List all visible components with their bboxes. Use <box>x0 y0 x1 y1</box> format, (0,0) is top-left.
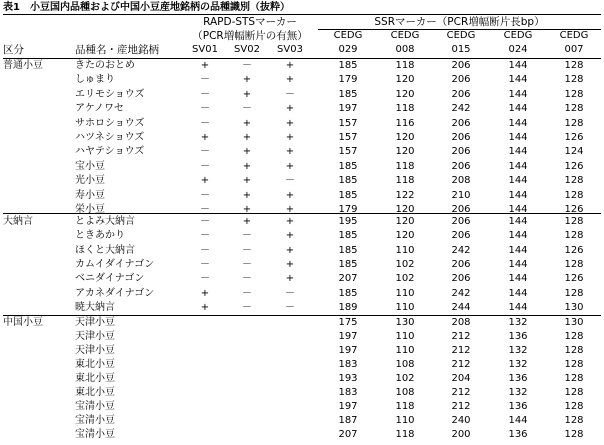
ssr-marker-header: 024 <box>508 44 528 55</box>
ssr-marker-header: 015 <box>451 44 471 55</box>
rapd-value: － <box>242 103 252 114</box>
rapd-value: － <box>242 60 252 71</box>
ssr-value: 118 <box>395 161 415 172</box>
rapd-value: － <box>242 230 252 241</box>
rapd-value: + <box>285 60 295 71</box>
rapd-marker-header: SV03 <box>277 44 303 55</box>
group-label: 普通小豆 <box>3 60 43 71</box>
ssr-value: 179 <box>338 204 358 215</box>
ssr-value: 130 <box>564 317 584 328</box>
variety-name: 宝清小豆 <box>75 415 115 426</box>
ssr-value: 144 <box>508 175 528 186</box>
ssr-value: 132 <box>508 345 528 356</box>
rapd-value: + <box>285 259 295 270</box>
ssr-marker-prefix: CEDG <box>390 30 420 41</box>
ssr-value: 206 <box>451 60 471 71</box>
ssr-value: 144 <box>508 273 528 284</box>
ssr-value: 128 <box>564 288 584 299</box>
variety-column-header: 品種名・産地銘柄 <box>75 44 159 56</box>
ssr-value: 128 <box>564 118 584 129</box>
rapd-value: + <box>200 132 210 143</box>
variety-name: 宝小豆 <box>75 161 105 172</box>
ssr-value: 185 <box>338 175 358 186</box>
rapd-value: － <box>285 288 295 299</box>
rapd-header-subtitle: （PCR増幅断片の有無） <box>192 30 308 42</box>
ssr-value: 212 <box>451 401 471 412</box>
variety-name: 東北小豆 <box>75 359 115 370</box>
rapd-value: + <box>242 132 252 143</box>
ssr-value: 120 <box>395 204 415 215</box>
variety-name: アケノワセ <box>75 103 124 114</box>
ssr-value: 128 <box>564 216 584 227</box>
ssr-value: 195 <box>338 216 358 227</box>
variety-name: 栄小豆 <box>75 204 105 215</box>
ssr-value: 128 <box>564 373 584 384</box>
ssr-value: 185 <box>338 89 358 100</box>
rapd-value: － <box>285 89 295 100</box>
rapd-value: － <box>200 216 210 227</box>
variety-name: 光小豆 <box>75 175 105 186</box>
ssr-value: 118 <box>395 175 415 186</box>
ssr-value: 242 <box>451 288 471 299</box>
ssr-value: 126 <box>564 161 584 172</box>
ssr-marker-header: 008 <box>395 44 415 55</box>
ssr-value: 240 <box>451 415 471 426</box>
ssr-value: 206 <box>451 74 471 85</box>
ssr-value: 144 <box>508 103 528 114</box>
ssr-value: 136 <box>508 429 528 440</box>
rapd-value: + <box>242 216 252 227</box>
ssr-value: 144 <box>508 302 528 313</box>
ssr-value: 144 <box>508 288 528 299</box>
rapd-value: － <box>200 161 210 172</box>
ssr-value: 126 <box>564 245 584 256</box>
rapd-value: － <box>200 245 210 256</box>
ssr-value: 189 <box>338 302 358 313</box>
variety-name: 宝清小豆 <box>75 401 115 412</box>
ssr-value: 144 <box>508 190 528 201</box>
ssr-value: 157 <box>338 146 358 157</box>
rapd-marker-header: SV02 <box>234 44 260 55</box>
variety-name: 東北小豆 <box>75 387 115 398</box>
ssr-value: 244 <box>451 302 471 313</box>
ssr-value: 124 <box>564 146 584 157</box>
rapd-value: － <box>200 190 210 201</box>
ssr-value: 102 <box>395 273 415 284</box>
ssr-value: 197 <box>338 345 358 356</box>
ssr-value: 128 <box>564 190 584 201</box>
ssr-value: 102 <box>395 373 415 384</box>
ssr-value: 108 <box>395 387 415 398</box>
ssr-value: 128 <box>564 103 584 114</box>
ssr-value: 183 <box>338 387 358 398</box>
ssr-value: 102 <box>395 259 415 270</box>
ssr-value: 208 <box>451 317 471 328</box>
ssr-value: 206 <box>451 230 471 241</box>
rapd-value: + <box>200 60 210 71</box>
ssr-value: 193 <box>338 373 358 384</box>
variety-name: 天津小豆 <box>75 345 115 356</box>
rapd-value: + <box>285 146 295 157</box>
variety-name: サホロショウズ <box>75 118 145 129</box>
ssr-value: 126 <box>564 204 584 215</box>
rapd-value: － <box>200 103 210 114</box>
ssr-value: 128 <box>564 74 584 85</box>
ssr-value: 185 <box>338 60 358 71</box>
ssr-value: 128 <box>564 89 584 100</box>
ssr-value: 120 <box>395 230 415 241</box>
rapd-value: + <box>285 204 295 215</box>
ssr-header-title: SSRマーカー（PCR増幅断片長bp） <box>374 16 545 28</box>
ssr-value: 187 <box>338 415 358 426</box>
ssr-value: 206 <box>451 146 471 157</box>
rapd-value: + <box>200 302 210 313</box>
ssr-value: 126 <box>564 132 584 143</box>
rapd-value: + <box>242 204 252 215</box>
ssr-value: 206 <box>451 89 471 100</box>
rapd-value: － <box>200 89 210 100</box>
rapd-value: + <box>285 245 295 256</box>
ssr-value: 185 <box>338 259 358 270</box>
ssr-value: 110 <box>395 245 415 256</box>
table-title: 表1 小豆国内品種および中国小豆産地銘柄の品種識別（抜粋） <box>3 2 290 13</box>
ssr-value: 144 <box>508 161 528 172</box>
ssr-value: 110 <box>395 302 415 313</box>
rapd-value: + <box>285 132 295 143</box>
rapd-value: + <box>242 74 252 85</box>
ssr-value: 128 <box>564 401 584 412</box>
ssr-value: 128 <box>564 345 584 356</box>
ssr-value: 118 <box>395 60 415 71</box>
variety-name: ベニダイナゴン <box>75 273 145 284</box>
rapd-value: － <box>200 74 210 85</box>
ssr-value: 200 <box>451 429 471 440</box>
ssr-value: 144 <box>508 132 528 143</box>
ssr-value: 212 <box>451 345 471 356</box>
ssr-value: 185 <box>338 288 358 299</box>
ssr-value: 212 <box>451 331 471 342</box>
ssr-value: 197 <box>338 331 358 342</box>
variety-name: 宝清小豆 <box>75 429 115 440</box>
ssr-value: 120 <box>395 146 415 157</box>
ssr-value: 128 <box>564 60 584 71</box>
ssr-marker-prefix: CEDG <box>446 30 476 41</box>
ssr-value: 204 <box>451 373 471 384</box>
variety-name: 東北小豆 <box>75 373 115 384</box>
group-divider-2 <box>3 315 601 316</box>
top-rule <box>3 14 601 15</box>
ssr-value: 122 <box>395 190 415 201</box>
rapd-value: + <box>285 216 295 227</box>
variety-name: カムイダイナゴン <box>75 259 155 270</box>
ssr-value: 144 <box>508 259 528 270</box>
ssr-value: 207 <box>338 429 358 440</box>
rapd-value: + <box>242 118 252 129</box>
ssr-value: 118 <box>395 401 415 412</box>
rapd-header-title: RAPD-STSマーカー <box>203 16 297 28</box>
ssr-value: 118 <box>395 103 415 114</box>
ssr-value: 130 <box>564 302 584 313</box>
ssr-value: 128 <box>564 387 584 398</box>
variety-name: ほくと大納言 <box>75 245 135 256</box>
variety-name: 寿小豆 <box>75 190 105 201</box>
rapd-value: － <box>200 204 210 215</box>
rapd-value: － <box>242 288 252 299</box>
variety-name: ときあかり <box>75 230 125 241</box>
ssr-value: 212 <box>451 387 471 398</box>
rapd-value: － <box>242 302 252 313</box>
ssr-value: 185 <box>338 245 358 256</box>
variety-name: エリモショウズ <box>75 89 145 100</box>
rapd-value: + <box>285 230 295 241</box>
rapd-value: + <box>242 190 252 201</box>
ssr-value: 110 <box>395 288 415 299</box>
ssr-value: 120 <box>395 216 415 227</box>
rapd-value: + <box>285 161 295 172</box>
rapd-value: + <box>285 74 295 85</box>
ssr-value: 207 <box>338 273 358 284</box>
ssr-marker-prefix: CEDG <box>503 30 533 41</box>
ssr-value: 118 <box>395 429 415 440</box>
rapd-value: － <box>285 175 295 186</box>
group-column-header: 区分 <box>3 44 24 56</box>
ssr-marker-header: 029 <box>338 44 358 55</box>
ssr-value: 185 <box>338 230 358 241</box>
ssr-value: 144 <box>508 216 528 227</box>
ssr-value: 185 <box>338 190 358 201</box>
rapd-marker-header: SV01 <box>192 44 218 55</box>
group-label: 中国小豆 <box>3 317 43 328</box>
ssr-value: 128 <box>564 415 584 426</box>
ssr-value: 128 <box>564 259 584 270</box>
rapd-value: + <box>285 103 295 114</box>
header-bottom-rule <box>3 58 601 59</box>
rapd-value: － <box>200 230 210 241</box>
ssr-value: 136 <box>508 373 528 384</box>
ssr-value: 128 <box>564 429 584 440</box>
ssr-value: 206 <box>451 216 471 227</box>
ssr-value: 206 <box>451 204 471 215</box>
variety-name: とよみ大納言 <box>75 216 135 227</box>
ssr-value: 175 <box>338 317 358 328</box>
variety-name: 暁大納言 <box>75 302 115 313</box>
ssr-value: 157 <box>338 132 358 143</box>
ssr-value: 208 <box>451 175 471 186</box>
ssr-value: 108 <box>395 359 415 370</box>
rapd-value: + <box>200 175 210 186</box>
rapd-value: － <box>200 118 210 129</box>
rapd-value: － <box>242 245 252 256</box>
ssr-value: 144 <box>508 74 528 85</box>
rapd-value: + <box>200 288 210 299</box>
ssr-value: 179 <box>338 74 358 85</box>
ssr-value: 126 <box>564 273 584 284</box>
ssr-value: 144 <box>508 146 528 157</box>
ssr-value: 130 <box>395 317 415 328</box>
ssr-value: 144 <box>508 118 528 129</box>
ssr-value: 206 <box>451 118 471 129</box>
rapd-value: － <box>242 259 252 270</box>
rapd-value: + <box>242 161 252 172</box>
variety-name: 天津小豆 <box>75 331 115 342</box>
ssr-value: 120 <box>395 132 415 143</box>
rapd-value: + <box>242 146 252 157</box>
rapd-value: + <box>285 190 295 201</box>
ssr-value: 185 <box>338 161 358 172</box>
variety-name: きたのおとめ <box>75 60 135 71</box>
ssr-value: 206 <box>451 132 471 143</box>
ssr-value: 110 <box>395 345 415 356</box>
ssr-marker-prefix: CEDG <box>559 30 589 41</box>
ssr-value: 132 <box>508 359 528 370</box>
ssr-value: 210 <box>451 190 471 201</box>
ssr-value: 157 <box>338 118 358 129</box>
rapd-value: + <box>285 273 295 284</box>
ssr-value: 206 <box>451 161 471 172</box>
ssr-value: 132 <box>508 317 528 328</box>
rapd-value: + <box>242 89 252 100</box>
rapd-value: － <box>200 273 210 284</box>
rapd-value: － <box>242 273 252 284</box>
ssr-value: 132 <box>508 387 528 398</box>
variety-name: 天津小豆 <box>75 317 115 328</box>
ssr-marker-prefix: CEDG <box>333 30 363 41</box>
rapd-value: － <box>200 259 210 270</box>
ssr-value: 144 <box>508 89 528 100</box>
rapd-value: + <box>242 175 252 186</box>
ssr-value: 120 <box>395 74 415 85</box>
ssr-value: 144 <box>508 415 528 426</box>
ssr-value: 120 <box>395 89 415 100</box>
ssr-value: 183 <box>338 359 358 370</box>
ssr-value: 136 <box>508 401 528 412</box>
ssr-marker-header: 007 <box>564 44 584 55</box>
ssr-value: 136 <box>508 331 528 342</box>
ssr-value: 128 <box>564 175 584 186</box>
variety-name: ハツネショウズ <box>75 132 145 143</box>
variety-name: アカネダイナゴン <box>75 288 155 299</box>
ssr-value: 128 <box>564 359 584 370</box>
variety-name: ハヤテショウズ <box>75 146 145 157</box>
rapd-value: + <box>285 118 295 129</box>
ssr-value: 206 <box>451 259 471 270</box>
ssr-value: 144 <box>508 204 528 215</box>
ssr-value: 128 <box>564 230 584 241</box>
rapd-value: － <box>285 302 295 313</box>
variety-name: しゅまり <box>75 74 115 85</box>
ssr-value: 110 <box>395 415 415 426</box>
ssr-value: 242 <box>451 245 471 256</box>
ssr-value: 212 <box>451 359 471 370</box>
ssr-value: 144 <box>508 245 528 256</box>
ssr-value: 116 <box>395 118 415 129</box>
ssr-value: 206 <box>451 273 471 284</box>
ssr-value: 197 <box>338 103 358 114</box>
ssr-value: 128 <box>564 331 584 342</box>
ssr-value: 197 <box>338 401 358 412</box>
ssr-value: 144 <box>508 60 528 71</box>
rapd-value: － <box>200 146 210 157</box>
ssr-value: 242 <box>451 103 471 114</box>
group-label: 大納言 <box>3 216 33 227</box>
ssr-value: 110 <box>395 331 415 342</box>
ssr-value: 144 <box>508 230 528 241</box>
